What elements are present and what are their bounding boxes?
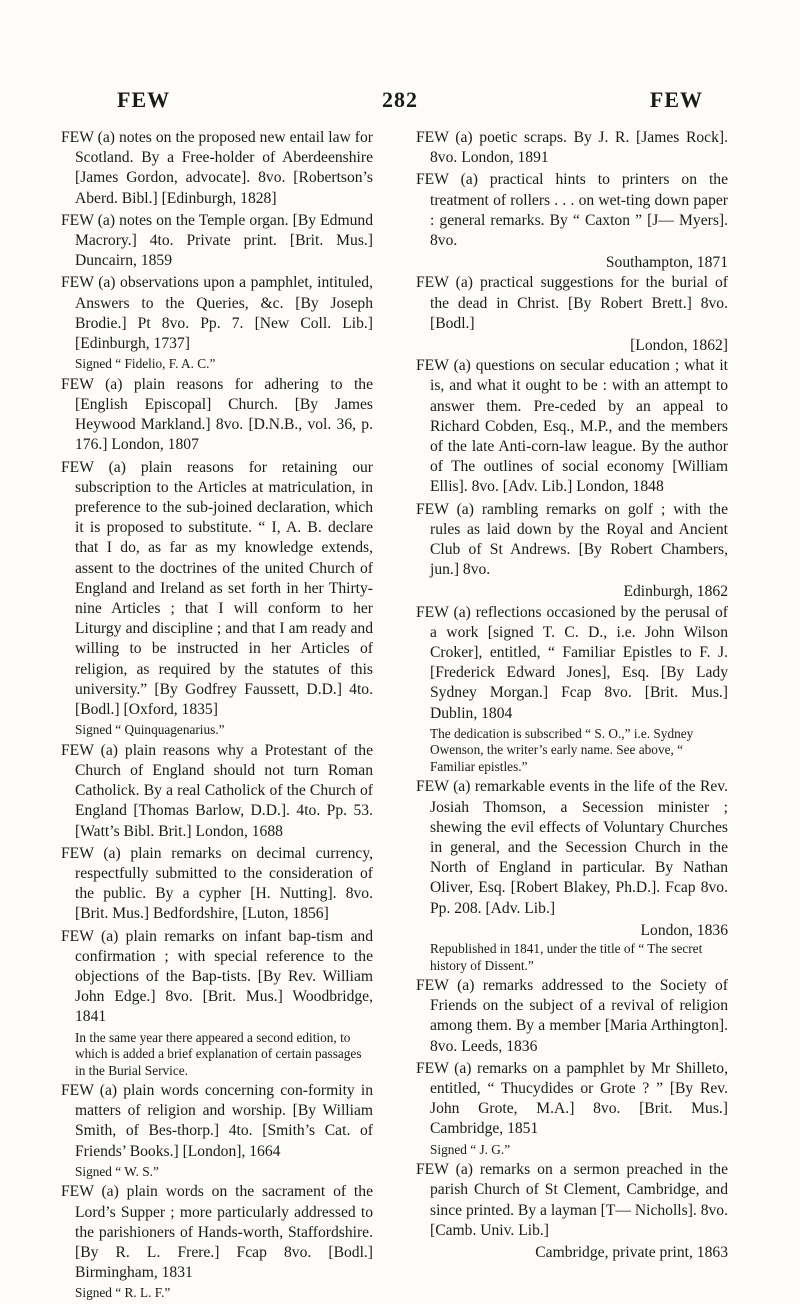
bibliography-entry: FEW (a) plain remarks on decimal currency, respectfully submitted to the consideration of the public. By a cypher [H. Nutting]. 8vo. [Brit. Mus.] Bedfordshire, [Luton, 1856] <box>61 844 373 923</box>
entry-note: Signed “ Fidelio, F. A. C.” <box>75 356 216 372</box>
left-column <box>61 128 373 1304</box>
entry-imprint: Southampton, 1871 <box>605 254 728 272</box>
entry-note: Republished in 1841, under the title of “ The secret history of Dissent.” <box>430 941 703 973</box>
bibliography-entry: FEW (a) practical hints to printers on the treatment of rollers . . . on wet-ting down paper : general remarks. By “ Caxton ” [J— Myers]. 8vo. <box>416 171 728 250</box>
entry-note: In the same year there appeared a second edition, to which is added a brief explanation of certain passages in the Burial Service. <box>75 1029 362 1078</box>
right-column <box>416 128 728 1263</box>
entry-note: Signed “ R. L. F.” <box>75 1285 171 1301</box>
bibliography-entry: FEW (a) plain reasons for adhering to the [English Episcopal] Church. [By James Heywood Markland.] 8vo. [D.N.B., vol. 36, p. 176.] London, 1807 <box>61 375 373 454</box>
entry-imprint: Edinburgh, 1862 <box>623 583 728 601</box>
bibliography-entry: FEW (a) remarkable events in the life of the Rev. Josiah Thomson, a Secession minister ; shewing the evil effects of Voluntary Churches in general, and the Secession Church in the North of England in particular. By Nathan Oliver, Esq. [Robert Blakey, Ph.D.]. Fcap 8vo. Pp. 208. [Adv. Lib.] <box>416 778 728 917</box>
bibliography-entry: FEW (a) plain reasons why a Protestant of the Church of England should not turn Roman Catholick. By a real Catholick of the Church of England [Thomas Barlow, D.D.]. 4to. Pp. 53. [Watt’s Bibl. Brit.] London, 1688 <box>61 741 373 840</box>
bibliography-entry: FEW (a) rambling remarks on golf ; with the rules as laid down by the Royal and Ancient Club of St Andrews. [By Robert Chambers, jun.] 8vo. <box>416 500 728 579</box>
running-header <box>0 0 800 120</box>
entry-note: Signed “ W. S.” <box>75 1163 159 1179</box>
bibliography-entry: FEW (a) remarks on a pamphlet by Mr Shilleto, entitled, “ Thucydides or Grote ? ” [By Rev. John Grote, M.A.] 8vo. [Brit. Mus.] Cambridge, 1851 <box>416 1059 728 1138</box>
entry-imprint: [London, 1862] <box>630 337 728 355</box>
bibliography-entry: FEW (a) plain reasons for retaining our subscription to the Articles at matriculation, in preference to the sub-joined declaration, which it is proposed to substitute. “ I, A. B. declare that I do, as far as my knowledge extends, assent to the doctrines of the united Church of England and Ireland as set forth in her Thirty-nine Articles ; that I will conform to her Liturgy and discipline ; and that I am ready and willing to be instructed in her Articles of religion, as required by the statutes of this university.” [By Godfrey Faussett, D.D.] 4to. [Bodl.] [Oxford, 1835] <box>61 458 373 718</box>
entry-imprint: Cambridge, private print, 1863 <box>535 1243 728 1261</box>
bibliography-entry: FEW (a) plain words on the sacrament of the Lord’s Supper ; more particularly addressed to the parishioners of Hands-worth, Staffordshire. [By R. L. Frere.] Fcap 8vo. [Bodl.] Birmingham, 1831 <box>61 1183 373 1282</box>
bibliography-entry: FEW (a) questions on secular education ; what it is, and what it ought to be : with an attempt to answer them. Pre-ceded by an appeal to Richard Cobden, Esq., M.P., and the members of the late Anti-corn-law league. By the author of The outlines of social economy [William Ellis]. 8vo. [Adv. Lib.] London, 1848 <box>416 357 728 496</box>
bibliography-entry: FEW (a) notes on the proposed new entail law for Scotland. By a Free-holder of Aberdeenshire [James Gordon, advocate]. 8vo. [Robertson’s Aberd. Bibl.] [Edinburgh, 1828] <box>61 129 373 207</box>
bibliography-entry: FEW (a) reflections occasioned by the perusal of a work [signed T. C. D., i.e. John Wilson Croker], entitled, “ Familiar Epistles to F. J. [Frederick Edward Jones], Esq. [By Lady Sydney Morgan.] Fcap 8vo. [Brit. Mus.] Dublin, 1804 <box>416 603 728 722</box>
bibliography-entry: FEW (a) poetic scraps. By J. R. [James Rock]. 8vo. London, 1891 <box>416 129 728 167</box>
bibliography-entry: FEW (a) notes on the Temple organ. [By Edmund Macrory.] 4to. Private print. [Brit. Mus.] Duncairn, 1859 <box>61 211 373 270</box>
header-left-word: FEW <box>117 87 171 112</box>
bibliography-entry: FEW (a) plain remarks on infant bap-tism and confirmation ; with special reference to the objections of the Bap-tists. [By Rev. William John Edge.] 8vo. [Brit. Mus.] Woodbridge, 1841 <box>61 927 373 1026</box>
entry-imprint: London, 1836 <box>640 921 728 939</box>
bibliography-entry: FEW (a) remarks on a sermon preached in the parish Church of St Clement, Cambridge, and since printed. By a layman [T— Nicholls]. 8vo. [Camb. Univ. Lib.] <box>416 1161 728 1239</box>
entry-note: The dedication is subscribed “ S. O.,” i.e. Sydney Owenson, the writer’s early name. See above, “ Familiar epistles.” <box>430 725 694 774</box>
page-number: 282 <box>382 87 418 112</box>
entry-note: Signed “ Quinquagenarius.” <box>75 722 225 738</box>
bibliography-entry: FEW (a) observations upon a pamphlet, intituled, Answers to the Queries, &c. [By Joseph Brodie.] Pt 8vo. Pp. 7. [New Coll. Lib.] [Edinburgh, 1737] <box>61 274 373 353</box>
bibliography-entry: FEW (a) practical suggestions for the burial of the dead in Christ. [By Robert Brett.] 8vo. [Bodl.] <box>416 274 728 332</box>
bibliography-entry: FEW (a) plain words concerning con-formity in matters of religion and worship. [By William Smith, of Bes-thorp.] 4to. [Smith’s Cat. of Friends’ Books.] [London], 1664 <box>61 1082 373 1160</box>
header-right-word: FEW <box>649 87 703 112</box>
bibliography-entry: FEW (a) remarks addressed to the Society of Friends on the subject of a revival of religion among them. By a member [Maria Arthington]. 8vo. Leeds, 1836 <box>416 977 728 1055</box>
entry-note: Signed “ J. G.” <box>430 1141 511 1157</box>
